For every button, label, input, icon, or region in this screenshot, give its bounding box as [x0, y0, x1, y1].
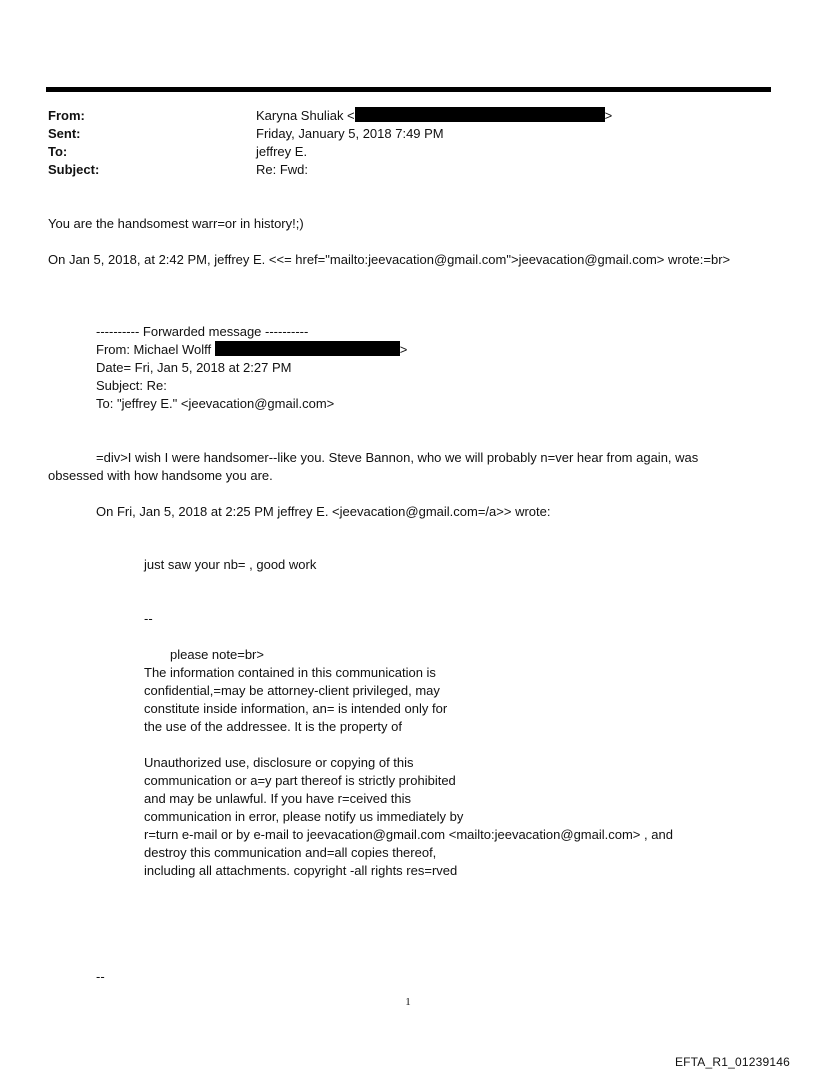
page-number: 1 — [405, 996, 411, 1008]
from-name: Karyna Shuliak < — [256, 108, 355, 123]
forwarded-from-close: > — [399, 342, 408, 357]
signature-dash: -- — [144, 611, 153, 626]
disclaimer-line-1: The information contained in this communication is — [144, 665, 436, 680]
subject-label: Subject: — [48, 162, 100, 177]
disclaimer-line-11: destroy this communication and=all copies thereof, — [144, 845, 437, 860]
disclaimer-line-7: communication or a=y part thereof is strictly prohibited — [144, 773, 456, 788]
disclaimer-line-8: and may be unlawful. If you have r=ceived this — [144, 791, 412, 806]
redaction-bar-forwarded-email — [215, 341, 400, 356]
wolff-message-line-2: obsessed with how handsome you are. — [48, 468, 273, 483]
nested-quote-text: just saw your nb= , good work — [144, 557, 317, 572]
to-value: jeffrey E. — [256, 144, 308, 159]
nested-quote-intro: On Fri, Jan 5, 2018 at 2:25 PM jeffrey E. <jeevacation@gmail.com=/a>> wrote: — [96, 504, 551, 519]
redaction-bar-from-email — [355, 107, 605, 122]
to-label: To: — [48, 144, 68, 159]
disclaimer-line-2: confidential,=may be attorney-client privileged, may — [144, 683, 440, 698]
disclaimer-line-4: the use of the addressee. It is the property of — [144, 719, 402, 734]
sent-value: Friday, January 5, 2018 7:49 PM — [256, 126, 444, 141]
wolff-message-line-1: =div>I wish I were handsomer--like you. Steve Bannon, who we will probably n=ver hear from again, was — [96, 450, 699, 465]
from-value — [256, 107, 612, 125]
disclaimer-line-3: constitute inside information, an= is intended only for — [144, 701, 448, 716]
bottom-dash: -- — [96, 969, 105, 984]
forwarded-subject-line: Subject: Re: — [96, 378, 167, 393]
forwarded-to-line: To: "jeffrey E." <jeevacation@gmail.com> — [96, 396, 335, 411]
reply-quote-intro: On Jan 5, 2018, at 2:42 PM, jeffrey E. <<= href="mailto:jeevacation@gmail.com">jeevacation@gmail.com> wrote:=br> — [48, 252, 731, 267]
please-note-line: please note=br> — [170, 647, 264, 662]
from-close: > — [604, 108, 613, 123]
disclaimer-line-6: Unauthorized use, disclosure or copying of this — [144, 755, 414, 770]
sent-label: Sent: — [48, 126, 81, 141]
disclaimer-line-12: including all attachments. copyright -all rights res=rved — [144, 863, 458, 878]
subject-value: Re: Fwd: — [256, 162, 309, 177]
forwarded-date-line: Date= Fri, Jan 5, 2018 at 2:27 PM — [96, 360, 292, 375]
disclaimer-line-9: communication in error, please notify us immediately by — [144, 809, 464, 824]
forwarded-from-line — [96, 341, 407, 359]
forwarded-message-header: ---------- Forwarded message ---------- — [96, 324, 309, 339]
bates-number: EFTA_R1_01239146 — [674, 1055, 790, 1069]
disclaimer-line-10: r=turn e-mail or by e-mail to jeevacation@gmail.com <mailto:jeevacation@gmail.com> , and — [144, 827, 673, 842]
from-label: From: — [48, 108, 85, 123]
forwarded-from-label: From: Michael Wolff — [96, 342, 212, 357]
header-divider-rule — [46, 87, 771, 92]
reply-message-line: You are the handsomest warr=or in history!;) — [48, 216, 304, 231]
